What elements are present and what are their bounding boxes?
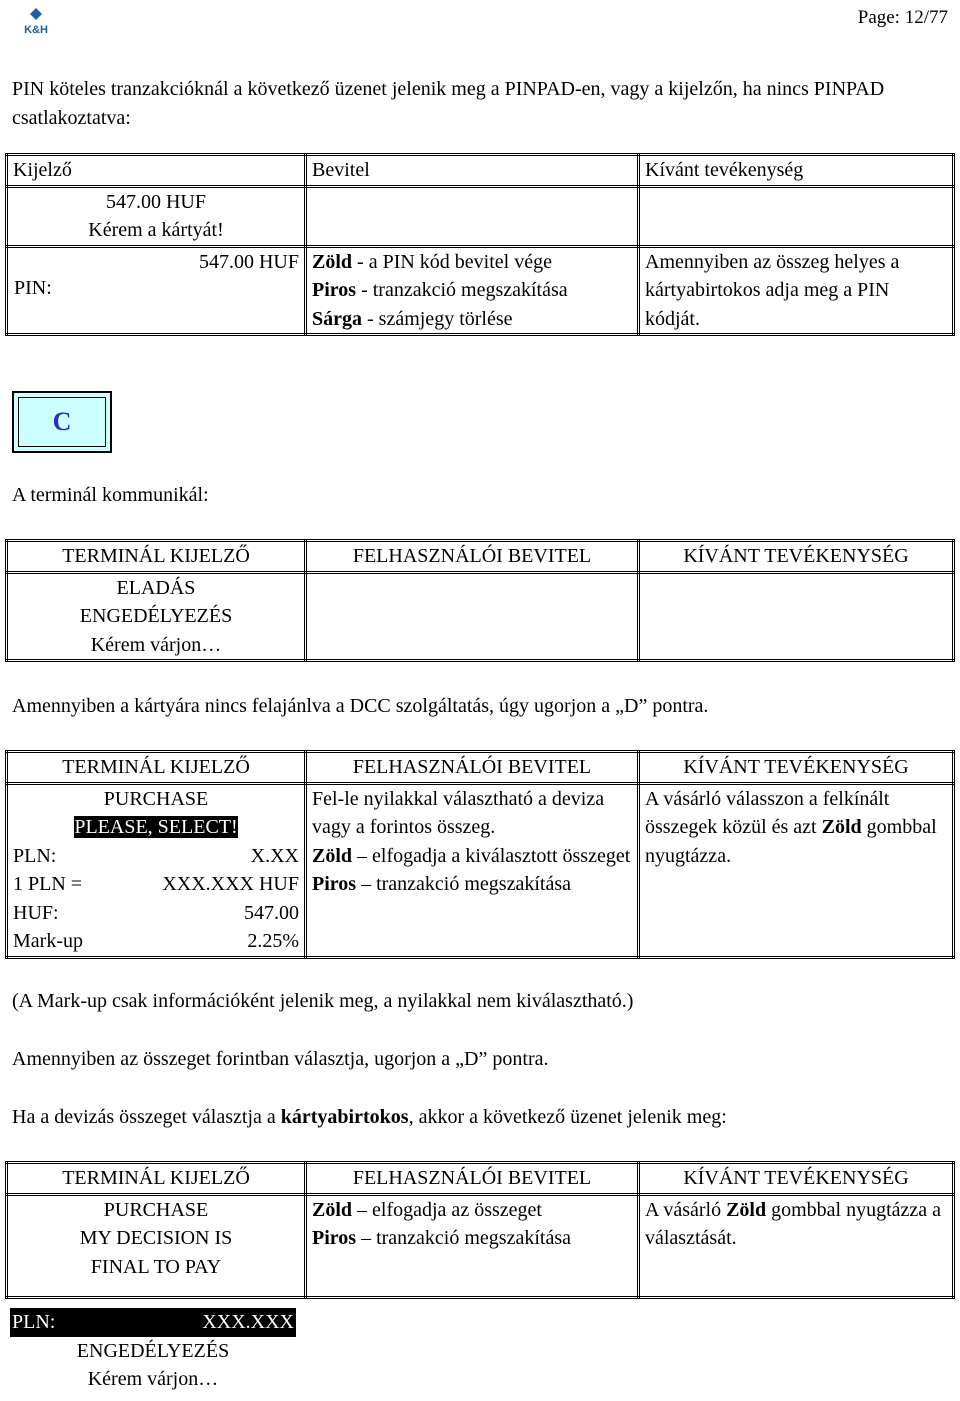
intro-paragraph: PIN köteles tranzakcióknál a következő üzenet jelenik meg a PINPAD-en, vagy a kijelzőn, ha nincs PINPAD csatlakoztatva: bbox=[12, 78, 885, 129]
pin-table bbox=[5, 153, 955, 336]
col-header-user-input: FELHASZNÁLÓI BEVITEL bbox=[306, 1163, 639, 1195]
bottom-display: PLN: XXX.XXX ENGEDÉLYEZÉS Kérem várjon… bbox=[10, 1308, 296, 1394]
pln-highlight: PLN: XXX.XXX bbox=[10, 1308, 296, 1337]
pin-display-cell bbox=[7, 246, 306, 335]
display-cell: PURCHASE MY DECISION IS FINAL TO PAY bbox=[7, 1194, 306, 1297]
pair-row: 1 PLN = XXX.XXX HUF bbox=[13, 873, 299, 895]
prompt-line: Kérem a kártyát! bbox=[88, 219, 224, 241]
col-header-desired-action: KÍVÁNT TEVÉKENYSÉG bbox=[639, 541, 954, 573]
input-line: Sárga - számjegy törlése bbox=[312, 307, 513, 330]
input-cell: Zöld – elfogadja az összeget Piros – tranzakció megszakítása bbox=[306, 1194, 639, 1297]
dcc-table bbox=[5, 750, 955, 959]
pin-label: PIN: bbox=[14, 276, 52, 299]
col-header-user-input: FELHASZNÁLÓI BEVITEL bbox=[306, 752, 639, 784]
col-header-desired-action: KÍVÁNT TEVÉKENYSÉG bbox=[639, 752, 954, 784]
dcc-note: Amennyiben a kártyára nincs felajánlva a DCC szolgáltatás, úgy ugorjon a „D” pontra. bbox=[12, 695, 709, 717]
pair-row: Mark-up 2.25% bbox=[13, 930, 299, 952]
pin-action-cell: Amennyiben az összeg helyes a kártyabirtokos adja meg a PIN kódját. bbox=[639, 246, 954, 335]
display-cell: PURCHASE PLEASE, SELECT! PLN: X.XX 1 PLN = XXX.XXX HUF HUF: 547.00 Mark-up 2.25% bbox=[7, 783, 306, 957]
col-header-desired-action: KÍVÁNT TEVÉKENYSÉG bbox=[639, 1163, 954, 1195]
input-cell: Fel-le nyilakkal választható a deviza vagy a forintos összeg. Zöld – elfogadja a kiválasztott összeget Piros – tranzakció megszakítása bbox=[306, 783, 639, 957]
section-letter: C bbox=[52, 407, 72, 436]
col-header-terminal: TERMINÁL KIJELZŐ bbox=[7, 1163, 306, 1195]
markup-note: (A Mark-up csak információként jelenik meg, a nyilakkal nem kiválasztható.) bbox=[12, 990, 634, 1012]
col-header-display: Kijelző bbox=[7, 155, 306, 187]
col-header-terminal: TERMINÁL KIJELZŐ bbox=[7, 752, 306, 784]
auth-table bbox=[5, 539, 955, 662]
display-cell: ELADÁS ENGEDÉLYEZÉS Kérem várjon… bbox=[7, 572, 306, 661]
svg-text:K&H: K&H bbox=[24, 24, 48, 36]
foreign-note: Ha a devizás összeget választja a kártyabirtokos, akkor a következő üzenet jelenik meg: bbox=[12, 1106, 727, 1128]
pair-row: HUF: 547.00 bbox=[13, 901, 299, 924]
display-cell bbox=[7, 186, 306, 246]
action-cell: A vásárló Zöld gombbal nyugtázza a választását. bbox=[639, 1194, 954, 1297]
confirm-table bbox=[5, 1161, 955, 1299]
col-header-input: Bevitel bbox=[306, 155, 639, 187]
huf-note: Amennyiben az összeget forintban választja, ugorjon a „D” pontra. bbox=[12, 1048, 549, 1070]
kh-logo bbox=[20, 8, 52, 36]
amount-line: 547.00 HUF bbox=[105, 190, 206, 213]
col-header-action: Kívánt tevékenység bbox=[639, 155, 954, 187]
input-line: Piros - tranzakció megszakítása bbox=[312, 279, 568, 301]
section-c-box bbox=[12, 391, 112, 453]
action-cell: A vásárló válasszon a felkínált összegek közül és azt Zöld gombbal nyugtázza. bbox=[639, 783, 954, 957]
select-highlight: PLEASE, SELECT! bbox=[74, 816, 238, 838]
col-header-user-input: FELHASZNÁLÓI BEVITEL bbox=[306, 541, 639, 573]
pin-input-cell bbox=[306, 246, 639, 335]
communicates-text: A terminál kommunikál: bbox=[12, 484, 209, 506]
input-line: Zöld - a PIN kód bevitel vége bbox=[312, 250, 552, 273]
amount-line: 547.00 HUF bbox=[198, 250, 299, 273]
col-header-terminal: TERMINÁL KIJELZŐ bbox=[7, 541, 306, 573]
page-number: Page: 12/77 bbox=[857, 7, 948, 28]
pair-row: PLN: X.XX bbox=[13, 844, 299, 867]
